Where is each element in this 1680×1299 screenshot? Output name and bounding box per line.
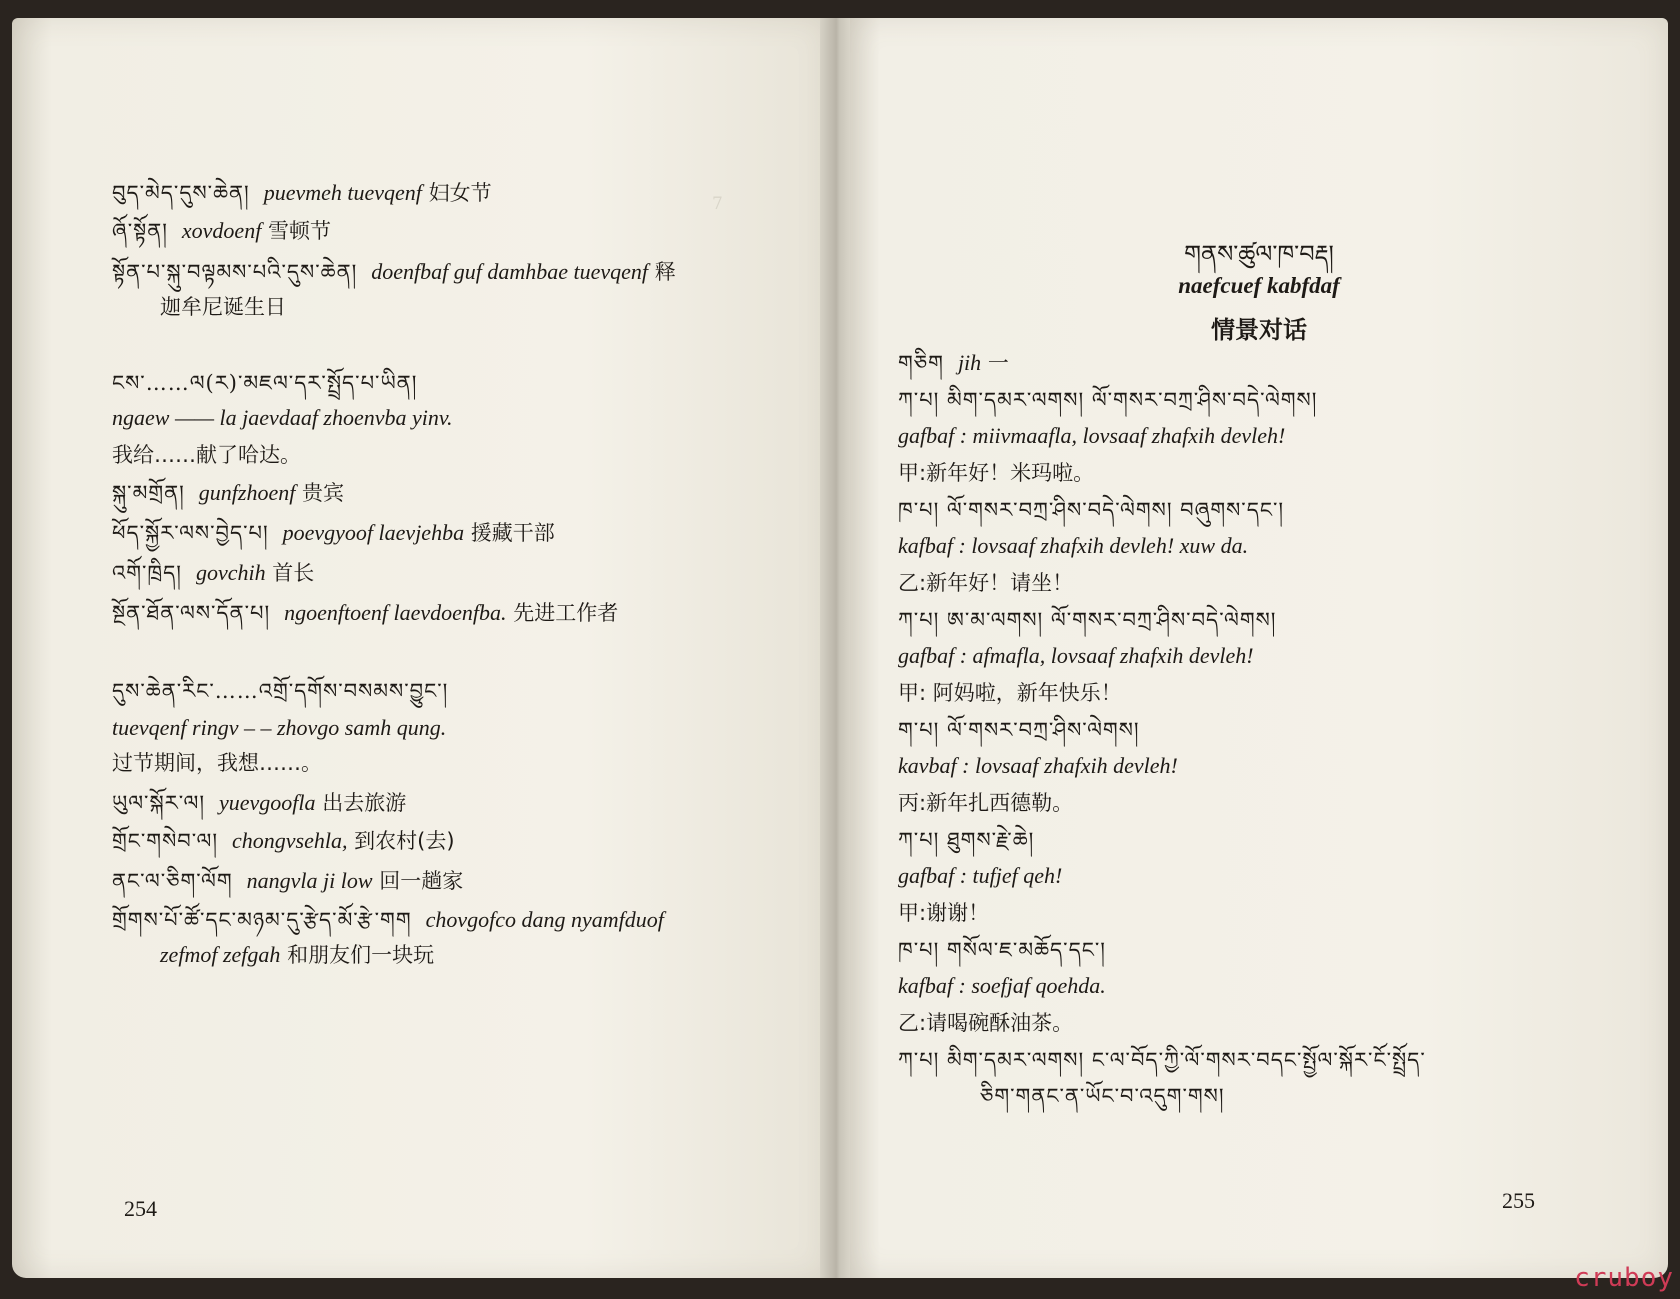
dialogue-chinese: 乙:新年好！请坐！	[898, 571, 1074, 595]
dialogue-romanized: kafbaf : lovsaaf zhafxih devleh! xuw da.	[898, 533, 1249, 558]
section-title-romanized: naefcuef kabfdaf	[1178, 273, 1340, 298]
entry-line: འགོ་ཁྲིད། govchih 首长	[112, 560, 315, 585]
dialogue-romanized: kavbaf : lovsaaf zhafxih devleh!	[898, 753, 1178, 778]
dialogue-chinese: 丙:新年扎西德勒。	[898, 791, 1074, 815]
entry-line-continued: 迦牟尼诞生日	[160, 295, 286, 319]
sentence-tibetan: ངས་……ལ(ར)་མཇལ་དར་སྤྲོད་པ་ཡིན།	[112, 371, 418, 395]
dialogue-romanized: kafbaf : soefjaf qoehda.	[898, 973, 1106, 998]
entry-line: ནང་ལ་ཅིག་ལོག nangvla ji low 回一趟家	[112, 868, 464, 893]
dialogue-tibetan: ཀ་པ། ཐུགས་རྗེ་ཆེ།	[898, 828, 1035, 852]
dialogue-tibetan: ཀ་པ། ཨ་མ་ལགས། ལོ་གསར་བཀྲ་ཤིས་བདེ་ལེགས།	[898, 608, 1277, 632]
entry-line: སྟོན་པ་སྐུ་བལྟམས་པའི་དུས་ཆེན། doenfbaf guf damhbae tuevqenf 释	[112, 259, 676, 284]
sentence-romanized: tuevqenf ringv – – zhovgo samh qung.	[112, 715, 447, 740]
sentence-chinese: 我给……献了哈达。	[112, 443, 301, 467]
entry-line: བུད་མེད་དུས་ཆེན། puevmeh tuevqenf 妇女节	[112, 180, 492, 205]
dialogue-tibetan: ག་པ། ལོ་གསར་བཀྲ་ཤིས་ལེགས།	[898, 718, 1140, 742]
entry-line: ཕོད་སྐྱོར་ལས་བྱེད་པ། poevgyoof laevjehba 援藏干部	[112, 520, 555, 545]
dialogue-tibetan-continued: ཅིག་གནང་ན་ཡོང་བ་འདུག་གས།	[980, 1084, 1225, 1108]
entry-line: གྲོང་གསེབ་ལ། chongvsehla, 到农村(去)	[112, 828, 455, 853]
section-title-chinese: 情景对话	[1211, 316, 1307, 344]
entry-line: ཡུལ་སྐོར་ལ། yuevgoofla 出去旅游	[112, 790, 407, 815]
dialogue-chinese: 乙:请喝碗酥油茶。	[898, 1011, 1074, 1035]
sentence-romanized: ngaew —— la jaevdaaf zhoenvba yinv.	[112, 405, 453, 430]
right-page	[850, 18, 1668, 1278]
sentence-chinese: 过节期间，我想……。	[112, 751, 322, 775]
entry-line: སྐུ་མགྲོན། gunfzhoenf 贵宾	[112, 480, 345, 505]
dialogue-chinese: 甲:新年好！米玛啦。	[898, 461, 1095, 485]
dialogue-romanized: gafbaf : tufjef qeh!	[898, 863, 1063, 888]
entry-line: ཞོ་སྟོན། xovdoenf 雪顿节	[112, 218, 331, 243]
entry-line-continued: zefmof zefgah 和朋友们一块玩	[160, 942, 435, 967]
dialogue-tibetan: ཁ་པ། ལོ་གསར་བཀྲ་ཤིས་བདེ་ལེགས། བཞུགས་དང་།	[898, 498, 1285, 522]
dialogue-number: གཅིག jih 一	[898, 350, 1009, 375]
page-number: 254	[124, 1196, 157, 1221]
dialogue-tibetan: ཀ་པ། མིག་དམར་ལགས། ལོ་གསར་བཀྲ་ཤིས་བདེ་ལེགས།	[898, 388, 1318, 412]
watermark: cruboy	[1574, 1263, 1674, 1293]
left-page	[12, 18, 827, 1278]
sentence-tibetan: དུས་ཆེན་རིང་……འགྲོ་དགོས་བསམས་བྱུང་།	[112, 679, 449, 703]
section-title-tibetan: གནས་ཚུལ་ཁ་བརྡ།	[1184, 240, 1334, 268]
dialogue-tibetan: ཁ་པ། གསོལ་ཇ་མཆོད་དང་།	[898, 938, 1106, 962]
dialogue-chinese: 甲: 阿妈啦，新年快乐！	[898, 681, 1122, 705]
entry-line: སྔོན་ཐོན་ལས་དོན་པ། ngoenftoenf laevdoenfba. 先进工作者	[112, 600, 619, 625]
dialogue-tibetan: ཀ་པ། མིག་དམར་ལགས། ང་ལ་བོད་ཀྱི་ལོ་གསར་བདང་སྤྱོལ་སྐོར་ངོ་སྤྲོད་	[898, 1048, 1426, 1072]
page-number: 255	[1502, 1188, 1535, 1213]
dialogue-chinese: 甲:谢谢！	[898, 901, 990, 925]
bleed-through: 7	[712, 194, 723, 214]
dialogue-romanized: gafbaf : miivmaafla, lovsaaf zhafxih devleh!	[898, 423, 1286, 448]
entry-line: གྲོགས་པོ་ཚོ་དང་མཉམ་དུ་རྩེད་མོ་རྩེ་གག chovgofco dang nyamfduof	[112, 907, 664, 932]
dialogue-romanized: gafbaf : afmafla, lovsaaf zhafxih devleh!	[898, 643, 1254, 668]
